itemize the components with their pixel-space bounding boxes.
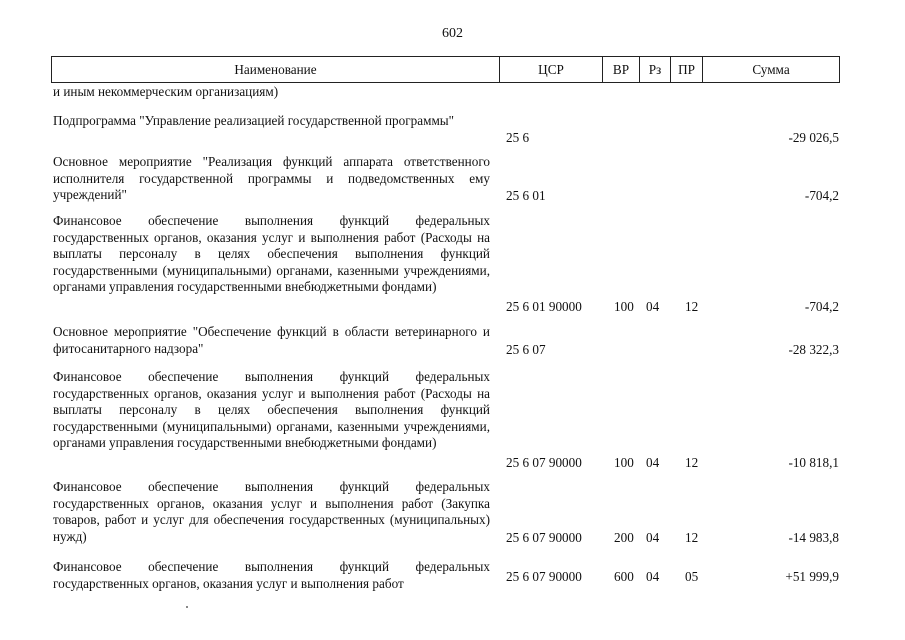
- row-csr: 25 6 07 90000: [506, 454, 582, 470]
- row-csr: 25 6: [506, 129, 530, 145]
- row-name: Основное мероприятие "Обеспечение функций в области ветеринарного и фитосанитарного надзора": [53, 324, 490, 356]
- table-row: [0, 324, 905, 358]
- row-rz: 04: [646, 529, 660, 545]
- row-name: и иным некоммерческим организациям): [53, 84, 279, 99]
- row-csr: 25 6 01 90000: [506, 298, 582, 314]
- table-header: [51, 56, 840, 83]
- header-pr: ПР: [671, 57, 703, 82]
- header-name: Наименование: [52, 57, 500, 82]
- row-sum: -14 983,8: [788, 529, 839, 545]
- row-csr: 25 6 07 90000: [506, 529, 582, 545]
- row-name: Финансовое обеспечение выполнения функций федеральных государственных органов, оказания услуг и выполнения работ (Расходы на выплаты персоналу в целях обеспечения выполнения функций государственными (муниципальными) органами, казенными учреждениями, органами управления государственными внебюджетными фондами): [53, 369, 490, 450]
- row-rz: 04: [646, 298, 660, 314]
- row-pr: 12: [685, 529, 699, 545]
- row-rz: 04: [646, 454, 660, 470]
- header-csr: ЦСР: [500, 57, 603, 82]
- row-vr: 600: [614, 569, 634, 584]
- row-rz: 04: [646, 569, 660, 584]
- row-sum: -10 818,1: [788, 454, 839, 470]
- row-name: Финансовое обеспечение выполнения функций федеральных государственных органов, оказания услуг и выполнения работ (Расходы на выплаты персоналу в целях обеспечения выполнения функций государственными (муниципальными) органами, казенными учреждениями, органами управления государственными внебюджетными фондами): [53, 213, 490, 294]
- row-vr: 100: [614, 454, 634, 470]
- row-sum: +51 999,9: [785, 569, 839, 584]
- row-sum: -704,2: [804, 187, 839, 203]
- row-pr: 05: [685, 569, 699, 584]
- row-name: Основное мероприятие "Реализация функций аппарата ответственного исполнителя государственной программы и подведомственных ему учреждений": [53, 154, 490, 202]
- row-csr: 25 6 01: [506, 187, 546, 203]
- header-vr: ВР: [603, 57, 640, 82]
- row-name: Подпрограмма "Управление реализацией государственной программы": [53, 113, 455, 128]
- row-sum: -704,2: [804, 298, 839, 314]
- row-vr: 200: [614, 529, 634, 545]
- table-row: [0, 559, 905, 592]
- table-row: [0, 213, 905, 315]
- row-sum: -29 026,5: [788, 129, 839, 145]
- header-rz: Рз: [640, 57, 671, 82]
- row-name: Финансовое обеспечение выполнения функций федеральных государственных органов, оказания услуг и выполнения работ (Закупка товаров, работ и услуг для обеспечения государственных (муниципальных) нужд): [53, 479, 490, 544]
- scan-speck: [186, 606, 188, 608]
- table-row: [0, 84, 905, 100]
- table-row: [0, 154, 905, 204]
- row-pr: 12: [685, 454, 699, 470]
- header-sum: Сумма: [752, 62, 790, 77]
- row-csr: 25 6 07: [506, 341, 546, 357]
- row-vr: 100: [614, 298, 634, 314]
- table-row: [0, 479, 905, 546]
- row-name: Финансовое обеспечение выполнения функций федеральных государственных органов, оказания услуг и выполнения работ: [53, 559, 490, 591]
- row-pr: 12: [685, 298, 699, 314]
- page-number: 602: [442, 26, 463, 41]
- row-csr: 25 6 07 90000: [506, 569, 582, 584]
- row-sum: -28 322,3: [788, 341, 839, 357]
- table-row: [0, 369, 905, 471]
- table-row: [0, 113, 905, 146]
